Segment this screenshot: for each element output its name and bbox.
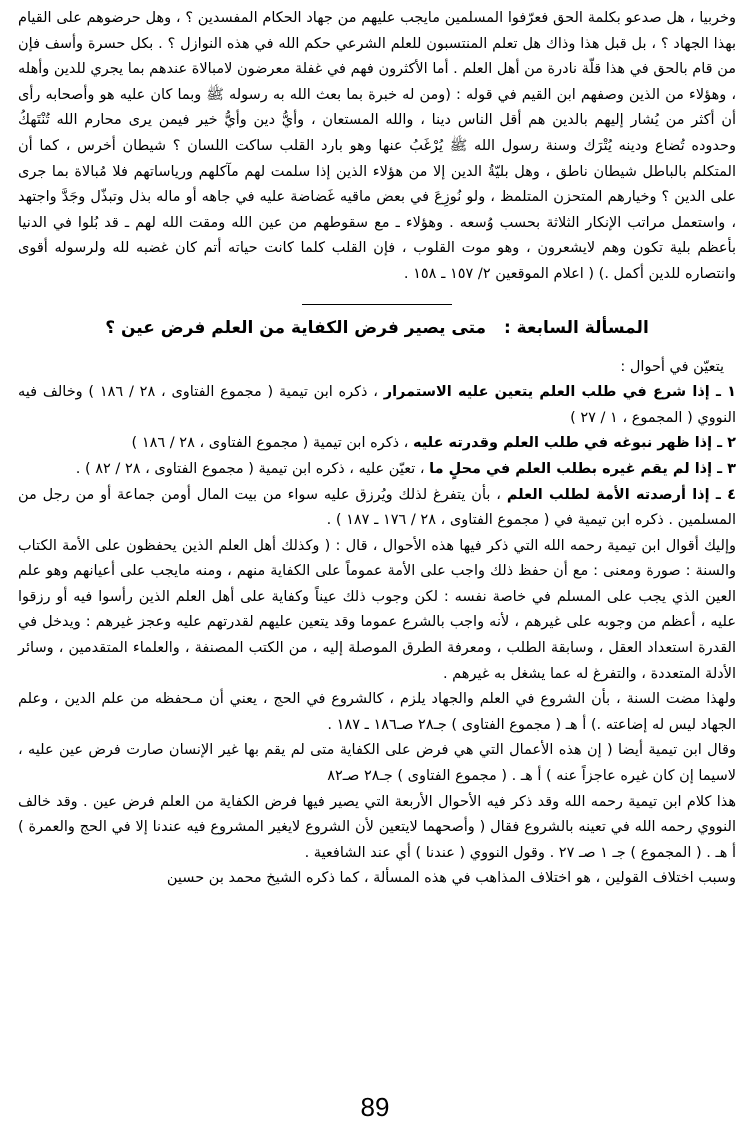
case-item-1-title: ١ ـ إذا شرع في طلب العلم يتعين عليه الاستمرار <box>383 384 736 401</box>
document-body <box>18 6 736 892</box>
section-heading <box>18 315 736 341</box>
page-number: 89 <box>360 1092 390 1122</box>
case-item-2-text: ، ذكره ابن تيمية ( مجموع الفتاوى ، ٢٨ / ١٨٦ ) <box>131 435 413 452</box>
body-paragraph-1: وإليك أقوال ابن تيمية رحمه الله التي ذكر فيها هذه الأحوال ، قال : ( وكذلك أهل العلم الذين يحفظون على الأمة الكتاب والسنة : صورة ومعنى : مع أن حفظ ذلك واجب على الأمة عموماً على الكفاية منهم ، ومنه مايجب على أعيانهم وهو علم العين الذي يجب على المسلم في خاصة نفسه : لكن وجوب ذلك عيناً وكفاية على أهل العلم الذين رأسوا فيه أو رزقوا عليه ، أعظم من وجوبه على غيرهم ، لأنه واجب بالشرع عموما وقد يتعين عليهم لقدرتهم عليه وعجز غيرهم : ويدخل في القدرة استعداد العقل ، وسابقة الطلب ، ومعرفة الطرق الموصلة إليه ، من الكتب المصنفة ، والعلماء المتقدمين ، وسائر الأدلة المتعددة ، والتفرغ له عما يشغل به غيرهم . <box>18 537 736 682</box>
case-item-1-text: ، ذكره ابن تيمية ( مجموع الفتاوى ، ٢٨ / ١٨٦ ) وخالف فيه النووي ( المجموع ، ١ / ٢٧ ) <box>18 384 736 426</box>
body-paragraph-5: وسبب اختلاف القولين ، هو اختلاف المذاهب في هذه المسألة ، كما ذكره الشيخ محمد بن حسين <box>166 870 736 887</box>
case-item-4 <box>18 483 736 534</box>
case-item-2-title: ٢ ـ إذا ظهر نبوغه في طلب العلم وقدرته عليه <box>412 435 736 452</box>
body-paragraph-2: ولهذا مضت السنة ، بأن الشروع في العلم والجهاد يلزم ، كالشروع في الحج ، يعني أن مـحفظه من علم الدين ، وعلم الجهاد ليس له إضاعته .) أ هـ ( مجموع الفتاوى ) جـ٢٨ صـ١٨٦ ـ ١٨٧ . <box>18 691 736 733</box>
case-item-3-text: ، تعيّن عليه ، ذكره ابن تيمية ( مجموع الفتاوى ، ٢٨ / ٨٢ ) . <box>75 460 430 477</box>
case-item-2 <box>18 431 736 457</box>
case-item-1 <box>18 380 736 431</box>
section-heading-title: متى يصير فرض الكفاية من العلم فرض عين ؟ <box>105 317 487 338</box>
body-paragraph-4: هذا كلام ابن تيمية رحمه الله وقد ذكر فيه الأحوال الأربعة التي يصير فيها فرض الكفاية من العلم فرض عين . وقد خالف النووي رحمه الله في تعينه بالشروع فقال ( وأصحهما لايتعين لأن الشروع لايغير المشروع فيه عندنا إلا في الحج والعمرة ) أ هـ . ( المجموع ) جـ ١ صـ ٢٧ . وقول النووي ( عندنا ) أي عند الشافعية . <box>18 793 736 861</box>
body-paragraph-3: وقال ابن تيمية أيضا ( إن هذه الأعمال التي هي فرض على الكفاية متى لم يقم بها غير الإنسان صارت فرض عين عليه ، لاسيما إن كان غيره عاجزاً عنه ) أ هـ . ( مجموع الفتاوى ) جـ٢٨ صـ٨٢ <box>18 742 736 785</box>
section-heading-lead: المسألة السابعة : <box>503 317 649 338</box>
case-item-3-title: ٣ ـ إذا لم يقم غيره بطلب العلم في محلٍ ما <box>429 460 736 477</box>
opening-paragraph: وخربيا ، هل صدعو بكلمة الحق فعرّفوا المسلمين مايجب عليهم من جهاد الحكام المفسدين ؟ ، وهل حرضوهم على القيام بهذا الجهاد ؟ ، بل قبل هذا وذاك هل تعلم المنتسبون للعلم الشرعي حكم الله في هذه النوازل ؟ . بكل حسرة وأسف فإن من قام بالحق في هذا قلّة نادرة من أهل العلم . أما الأكثرون فهم في غفلة معرضون لامبالاة عندهم بما يجري للدين وأهله ، وهؤلاء من الذين وصفهم ابن القيم في قوله : (ومن له خبرة بما بعث الله به رسوله ﷺ وبما كان عليه هو وأصحابه رأى أن أكثر من يُشار إليهم بالدين هم أقل الناس دينا ، والله المستعان ، وأيُّ دين وأيُّ خير فيمن يرى محارم الله تُنْتَهكُ وحدوده تُضاع ودينه يُتْرَك وسنة رسول الله ﷺ يُرْغَبُ عنها وهو بارد القلب ساكت اللسان ؟ شيطان أخرس ، كما أن المتكلم بالباطل شيطان ناطق ، وهل بليّةُ الدين إلا من هؤلاء الذين إذا سلمت لهم مآكلهم ورياساتهم فلا مُبالاة بما جرى على الدين ؟ وخيارهم المتحزن المتلمظ ، ولو نُوزِعَ في بعض ماقيه غَضاضة عليه في جاهه أو ماله بذل وتبذّل وجَدَّ واجتهد ، واستعمل مراتب الإنكار الثلاثة بحسب وُسعه . وهؤلاء ـ مع سقوطهم من عين الله ومقت الله لهم ـ قد بُلوا في الدنيا بأعظم بلية تكون وهم لايشعرون ، وهو موت القلوب ، فإن القلب كلما كانت حياته أتم كان غضبه لله ولرسوله أقوى وانتصاره للدين أكمل .) ( اعلام الموقعين ٢/ ١٥٧ ـ ١٥٨ . <box>18 10 736 282</box>
case-item-4-title: ٤ ـ إذا أرصدته الأمة لطلب العلم <box>506 486 736 503</box>
case-item-3 <box>18 457 736 483</box>
case-item-4-text: ، بأن يتفرغ لذلك ويُرزق عليه سواء من بيت المال أومن جماعة أو من رجل من المسلمين . ذكره ابن تيمية في ( مجموع الفتاوى ، ٢٨ / ١٧٦ ـ ١٨٧ ) . <box>18 486 736 529</box>
section-divider <box>302 304 452 305</box>
cases-intro: يتعيّن في أحوال : <box>620 358 724 375</box>
